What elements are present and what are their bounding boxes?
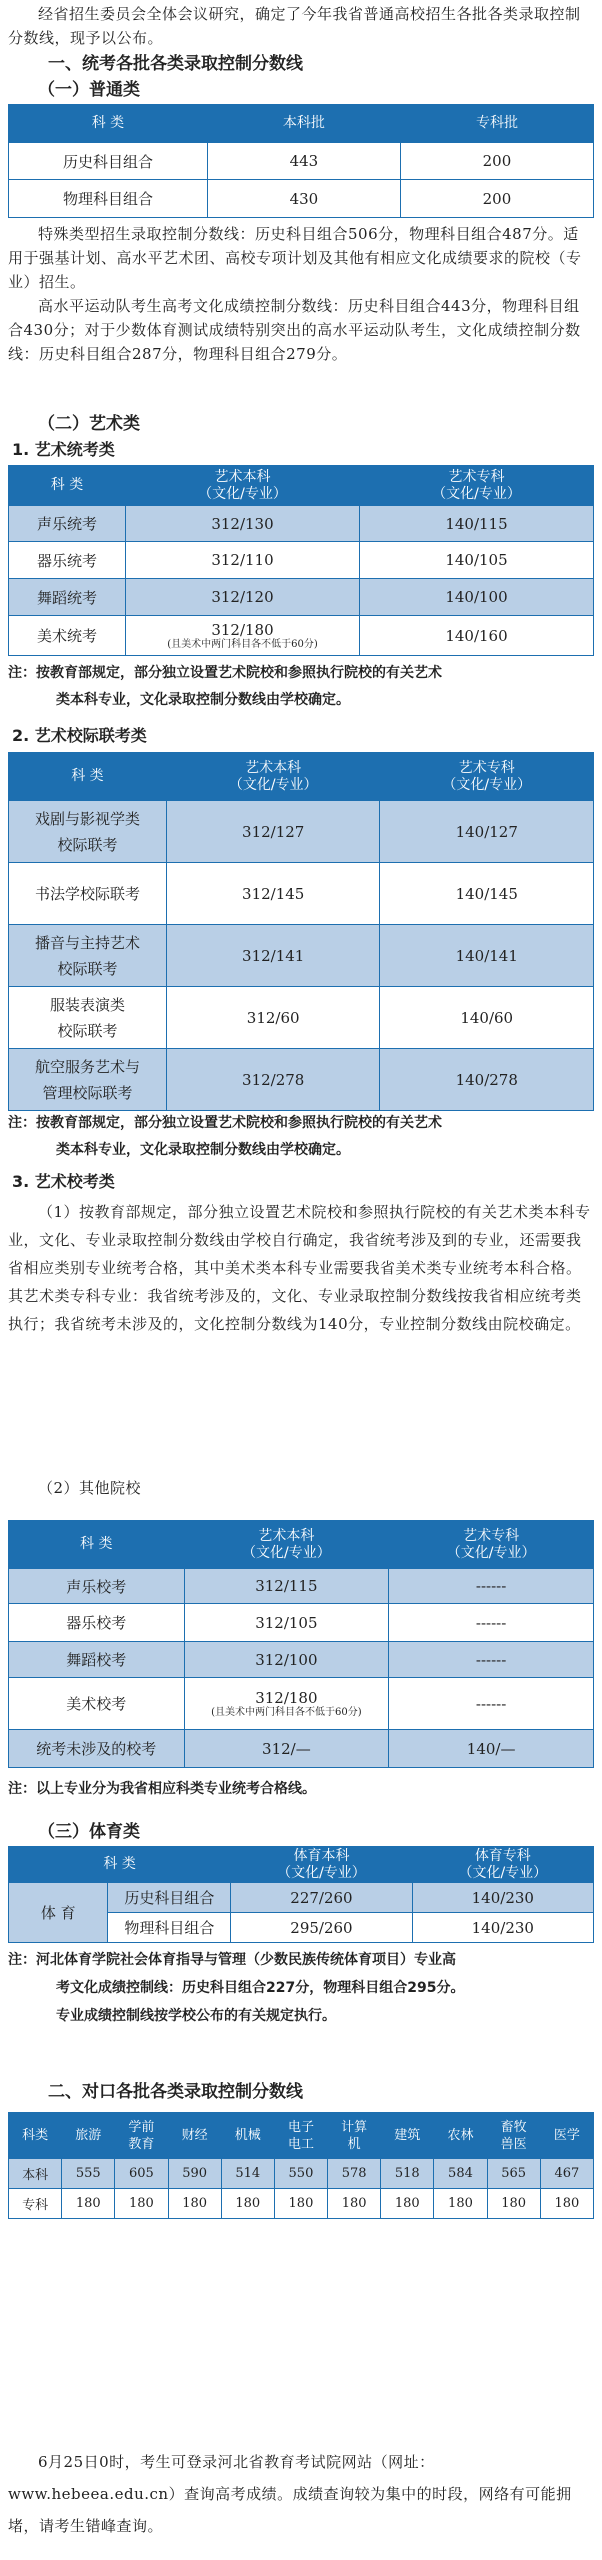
header-cell: 科 类 — [9, 753, 167, 801]
header-cell: 本科批 — [207, 105, 400, 143]
table-cell: ------ — [389, 1569, 594, 1604]
table-cell: 播音与主持艺术 校际联考 — [9, 925, 167, 987]
art3-table-wrap — [8, 1520, 594, 1768]
note-1-line-1: 注：按教育部规定，部分独立设置艺术院校和参照执行院校的有关艺术 — [8, 665, 442, 681]
table-cell: 578 — [328, 2159, 381, 2189]
table-row — [9, 1642, 594, 1678]
table-cell: 514 — [221, 2159, 274, 2189]
art3-2-title: （2）其他院校 — [38, 1479, 142, 1497]
table-cell: 书法学校际联考 — [9, 863, 167, 925]
header-cell: 畜牧 兽医 — [487, 2113, 540, 2159]
table-cell: 140/115 — [360, 506, 594, 542]
table-cell: 312/110 — [126, 542, 360, 579]
header-cell: 旅游 — [62, 2113, 115, 2159]
section-1c-title: （三）体育类 — [38, 1822, 140, 1842]
art2-title: 2. 艺术校际联考类 — [12, 726, 147, 745]
table-header-row — [9, 1521, 594, 1569]
header-cell: 体育本科 （文化/专业） — [231, 1847, 412, 1883]
table-cell: ------ — [389, 1642, 594, 1678]
header-cell: 艺术专科 （文化/专业） — [389, 1521, 594, 1569]
header-cell: 机械 — [221, 2113, 274, 2159]
table-row — [9, 616, 594, 656]
general-score-table — [8, 104, 594, 218]
table-cell: 565 — [487, 2159, 540, 2189]
general-table-wrap — [8, 104, 594, 218]
table-row — [9, 863, 594, 925]
header-cell: 艺术本科 （文化/专业） — [166, 753, 380, 801]
footer-text: 6月25日0时，考生可登录河北省教育考试院网站（网址：www.hebeea.edu.cn）查询高考成绩。成绩查询较为集中的时段，网络有可能拥堵，请考生错峰查询。 — [8, 2453, 572, 2535]
table-cell: 584 — [434, 2159, 487, 2189]
table-cell: 180 — [221, 2189, 274, 2219]
table-header-row — [9, 1847, 594, 1883]
art-note: (且美术中两门科目各不低于60分) — [167, 638, 318, 650]
table-cell: 467 — [540, 2159, 593, 2189]
table-cell: 443 — [207, 143, 400, 180]
header-cell: 医学 — [540, 2113, 593, 2159]
table-cell: 227/260 — [231, 1883, 412, 1913]
art3-title: 3. 艺术校考类 — [12, 1172, 115, 1191]
intro-paragraph — [8, 2, 594, 50]
duikou-table-wrap — [8, 2112, 594, 2219]
section-2-title: 二、对口各批各类录取控制分数线 — [48, 2082, 303, 2102]
vocational-score-table — [8, 2112, 594, 2219]
section-1-heading — [8, 52, 594, 76]
table-row — [9, 925, 594, 987]
table-row — [9, 1883, 594, 1913]
table-row — [9, 180, 594, 218]
art3-paragraph — [8, 1198, 594, 1338]
art3-2-heading — [8, 1476, 594, 1500]
header-cell: 科 类 — [9, 1847, 231, 1883]
table-cell: 140/105 — [360, 542, 594, 579]
table-cell: 本科 — [9, 2159, 62, 2189]
table-cell: 590 — [168, 2159, 221, 2189]
table-cell: 312/141 — [166, 925, 380, 987]
table-cell: 器乐校考 — [9, 1604, 185, 1642]
table-row — [9, 801, 594, 863]
sports-team-text: 高水平运动队考生高考文化成绩控制分数线：历史科目组合443分，物理科目组合430分；对于少数体育测试成绩特别突出的高水平运动队考生，文化成绩控制分数线：历史科目组合287分，物理科目组合279分。 — [8, 297, 581, 363]
table-row — [9, 1049, 594, 1111]
table-row — [9, 1730, 594, 1768]
table-cell: 美术校考 — [9, 1678, 185, 1730]
table-row — [9, 506, 594, 542]
table-cell: 140/127 — [380, 801, 594, 863]
table-row — [9, 143, 594, 180]
table-cell: ------ — [389, 1604, 594, 1642]
table-cell — [126, 616, 360, 656]
table-cell: 200 — [400, 180, 593, 218]
table-cell: 180 — [115, 2189, 168, 2219]
table-cell: 312/115 — [184, 1569, 389, 1604]
table-header-row — [9, 2113, 594, 2159]
table-cell: 140/60 — [380, 987, 594, 1049]
table-cell: 历史科目组合 — [108, 1883, 231, 1913]
note-3 — [8, 1776, 594, 1803]
header-cell: 体育专科 （文化/专业） — [412, 1847, 593, 1883]
header-cell: 艺术本科 （文化/专业） — [126, 466, 360, 506]
table-cell: 声乐统考 — [9, 506, 126, 542]
note-4-line-2: 考文化成绩控制线：历史科目组合227分，物理科目组合295分。 — [56, 1980, 465, 1996]
special-text: 特殊类型招生录取控制分数线：历史科目组合506分，物理科目组合487分。适用于强基计划、高水平艺术团、高校专项计划及其他有相应文化成绩要求的院校（专业）招生。 — [8, 225, 582, 291]
sport-table-wrap — [8, 1846, 594, 1943]
table-cell: 历史科目组合 — [9, 143, 208, 180]
table-cell: 美术统考 — [9, 616, 126, 656]
note-2 — [8, 1110, 594, 1164]
table-cell: 430 — [207, 180, 400, 218]
header-cell: 科类 — [9, 2113, 62, 2159]
table-cell: 180 — [328, 2189, 381, 2219]
table-cell: 180 — [274, 2189, 327, 2219]
table-row — [9, 2159, 594, 2189]
table-cell: 555 — [62, 2159, 115, 2189]
intro-text: 经省招生委员会全体会议研究，确定了今年我省普通高校招生各批各类录取控制分数线，现予以公布。 — [8, 5, 581, 47]
header-cell: 艺术本科 （文化/专业） — [184, 1521, 389, 1569]
header-cell: 学前 教育 — [115, 2113, 168, 2159]
header-cell: 艺术专科 （文化/专业） — [380, 753, 594, 801]
art2-table-wrap — [8, 752, 594, 1111]
note-2-line-1: 注：按教育部规定，部分独立设置艺术院校和参照执行院校的有关艺术 — [8, 1115, 442, 1131]
header-cell: 财经 — [168, 2113, 221, 2159]
table-cell: 物理科目组合 — [108, 1913, 231, 1943]
table-cell: 180 — [62, 2189, 115, 2219]
table-header-row — [9, 105, 594, 143]
art-note: (且美术中两门科目各不低于60分) — [211, 1706, 362, 1718]
footer-paragraph — [8, 2446, 594, 2542]
table-cell: 140/230 — [412, 1913, 593, 1943]
header-cell: 专科批 — [400, 105, 593, 143]
table-cell: 312/60 — [166, 987, 380, 1049]
table-cell: 180 — [168, 2189, 221, 2219]
table-cell: 舞蹈校考 — [9, 1642, 185, 1678]
section-1c-heading — [8, 1820, 594, 1844]
art2-heading — [8, 724, 594, 748]
table-cell: 312/120 — [126, 579, 360, 616]
table-cell: 体 育 — [9, 1883, 108, 1943]
art1-title: 1. 艺术统考类 — [12, 440, 115, 459]
art1-table-wrap — [8, 465, 594, 656]
table-cell: 专科 — [9, 2189, 62, 2219]
table-row — [9, 1569, 594, 1604]
table-cell: 物理科目组合 — [9, 180, 208, 218]
section-1b-heading — [8, 412, 594, 436]
table-row — [9, 2189, 594, 2219]
header-cell: 电子 电工 — [274, 2113, 327, 2159]
table-cell: 140/— — [389, 1730, 594, 1768]
table-cell: 312/145 — [166, 863, 380, 925]
table-cell: 器乐统考 — [9, 542, 126, 579]
header-cell: 计算 机 — [328, 2113, 381, 2159]
table-cell: 服装表演类 校际联考 — [9, 987, 167, 1049]
table-row — [9, 579, 594, 616]
table-cell: 声乐校考 — [9, 1569, 185, 1604]
table-cell: 312/— — [184, 1730, 389, 1768]
note-1-line-2: 类本科专业，文化录取控制分数线由学校确定。 — [56, 692, 350, 708]
table-cell: 统考未涉及的校考 — [9, 1730, 185, 1768]
table-row — [9, 987, 594, 1049]
table-cell: 200 — [400, 143, 593, 180]
header-cell: 科 类 — [9, 466, 126, 506]
table-cell: 605 — [115, 2159, 168, 2189]
note-3-text: 注：以上专业分为我省相应科类专业统考合格线。 — [8, 1781, 316, 1797]
note-4 — [8, 1946, 594, 2030]
table-cell: 550 — [274, 2159, 327, 2189]
art-score: 312/180 — [255, 1688, 318, 1707]
table-row — [9, 542, 594, 579]
table-cell: 140/141 — [380, 925, 594, 987]
table-header-row — [9, 753, 594, 801]
section-1a-title: （一）普通类 — [38, 80, 140, 100]
table-header-row — [9, 466, 594, 506]
section-1a-heading — [8, 78, 594, 102]
special-paragraph — [8, 222, 594, 294]
table-cell: 312/127 — [166, 801, 380, 863]
table-cell: 295/260 — [231, 1913, 412, 1943]
table-cell: ------ — [389, 1678, 594, 1730]
table-cell: 312/105 — [184, 1604, 389, 1642]
header-cell: 建筑 — [381, 2113, 434, 2159]
header-cell: 艺术专科 （文化/专业） — [360, 466, 594, 506]
section-2-heading — [8, 2080, 594, 2104]
art3-text: （1）按教育部规定，部分独立设置艺术院校和参照执行院校的有关艺术类本科专业，文化、专业录取控制分数线由学校自行确定，我省统考涉及到的专业，还需要我省相应类别专业统考合格，其中美术类本科专业需要我省美术类专业统考本科合格。其艺术类专科专业：我省统考涉及的，文化、专业录取控制分数线按我省相应统考类执行；我省统考未涉及的，文化控制分数线为140分，专业控制分数线由院校确定。 — [8, 1203, 591, 1333]
table-cell: 140/160 — [360, 616, 594, 656]
art-exam-table — [8, 465, 594, 656]
note-4-line-3: 专业成绩控制线按学校公布的有关规定执行。 — [56, 2008, 336, 2024]
header-cell: 科 类 — [9, 105, 208, 143]
table-cell: 航空服务艺术与 管理校际联考 — [9, 1049, 167, 1111]
table-cell: 140/278 — [380, 1049, 594, 1111]
table-row — [9, 1604, 594, 1642]
table-cell: 舞蹈统考 — [9, 579, 126, 616]
table-cell: 140/230 — [412, 1883, 593, 1913]
art-joint-exam-table — [8, 752, 594, 1111]
art-school-exam-table — [8, 1520, 594, 1768]
art-score: 312/180 — [211, 620, 274, 639]
table-cell: 518 — [381, 2159, 434, 2189]
table-cell: 180 — [434, 2189, 487, 2219]
note-1 — [8, 660, 594, 714]
table-cell: 180 — [381, 2189, 434, 2219]
table-cell: 180 — [540, 2189, 593, 2219]
section-1b-title: （二）艺术类 — [38, 414, 140, 434]
table-cell: 140/100 — [360, 579, 594, 616]
table-cell: 180 — [487, 2189, 540, 2219]
header-cell: 农林 — [434, 2113, 487, 2159]
art3-heading — [8, 1170, 594, 1194]
table-row — [9, 1678, 594, 1730]
table-cell: 312/278 — [166, 1049, 380, 1111]
table-cell: 312/100 — [184, 1642, 389, 1678]
section-1-title: 一、统考各批各类录取控制分数线 — [48, 54, 303, 74]
sport-score-table — [8, 1846, 594, 1943]
sports-team-paragraph — [8, 294, 594, 366]
art1-heading — [8, 438, 594, 462]
note-4-line-1: 注：河北体育学院社会体育指导与管理（少数民族传统体育项目）专业高 — [8, 1952, 456, 1968]
table-cell: 戏剧与影视学类 校际联考 — [9, 801, 167, 863]
table-cell: 140/145 — [380, 863, 594, 925]
table-cell: 312/130 — [126, 506, 360, 542]
header-cell: 科 类 — [9, 1521, 185, 1569]
note-2-line-2: 类本科专业，文化录取控制分数线由学校确定。 — [56, 1142, 350, 1158]
table-cell — [184, 1678, 389, 1730]
